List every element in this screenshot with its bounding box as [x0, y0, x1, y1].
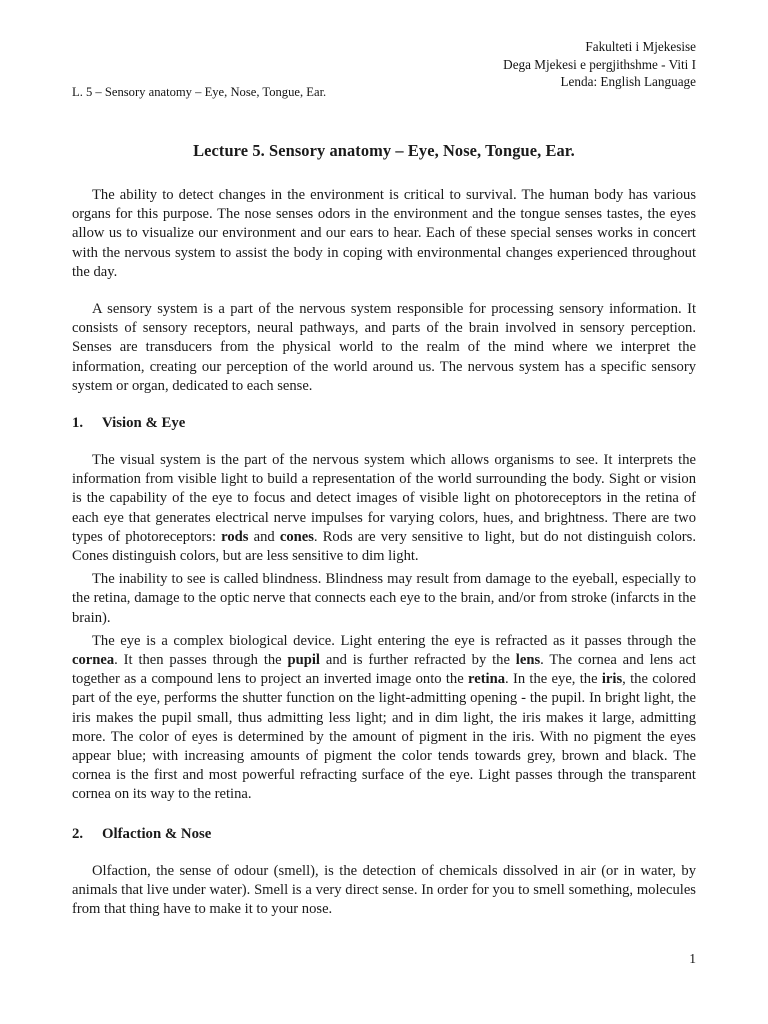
section-heading-olfaction	[72, 825, 696, 844]
term-rods: rods	[221, 528, 249, 545]
paragraph-vision-1	[72, 451, 696, 566]
vision-1-text-b: . Rods are very sensitive to light, but do not distinguish colors. Cones distinguish colors, but are less sensitive to dim light.	[72, 528, 696, 565]
section-number: 2.	[72, 825, 84, 842]
section-label: Vision & Eye	[102, 415, 186, 432]
vision-3-text-b: . It then passes through the	[114, 652, 288, 669]
document-body	[72, 140, 696, 919]
term-pupil: pupil	[287, 652, 320, 669]
paragraph-vision-3	[72, 632, 696, 805]
paragraph-intro-2: A sensory system is a part of the nervous system responsible for processing sensory information. It consists of sensory receptors, neural pathways, and parts of the brain involved in sensory perception. Senses are transducers from the physical world to the realm of the mind where we interpret the information, creating our perception of the world around us. The nervous system has a specific sensory system or organ, dedicated to each sense.	[72, 301, 696, 394]
term-retina: retina	[468, 671, 506, 688]
page-title: Lecture 5. Sensory anatomy – Eye, Nose, Tongue, Ear.	[193, 141, 575, 160]
paragraph-olfaction-1: Olfaction, the sense of odour (smell), is the detection of chemicals dissolved in air (or in water, by animals that live under water). Smell is a very direct sense. In order for you to smell something, molecules from that thing have to make it to your nose.	[72, 862, 696, 918]
vision-3-text-d: . The cornea and lens act together as a compound lens to project an inverted image onto the	[72, 652, 696, 688]
vision-3-text-e: . In the eye, the	[505, 671, 602, 688]
header-line-subject: Lenda: English Language	[560, 74, 696, 89]
section-label: Olfaction & Nose	[102, 825, 212, 842]
vision-1-conjunction: and	[248, 528, 280, 545]
running-head: L. 5 – Sensory anatomy – Eye, Nose, Tongue, Ear.	[72, 85, 327, 99]
section-heading-vision	[72, 414, 696, 433]
paragraph-intro-1: The ability to detect changes in the environment is critical to survival. The human body has various organs for this purpose. The nose senses odors in the environment and the tongue senses tastes, the eyes allow us to visualize our environment and our ears to hear. Each of these special senses works in concert with the nervous system to assist the body in coping with environmental changes experienced throughout the day.	[72, 187, 696, 280]
vision-1-text-a: The visual system is the part of the nervous system which allows organisms to see. It interprets the information from visible light to build a representation of the world surrounding the body. Sight or vision is the capability of the eye to focus and detect images of visible light on photoreceptors in the retina of each eye that generates electrical nerve impulses for varying colors, hues, and brightness. There are two types of photoreceptors:	[72, 452, 696, 545]
document-header	[503, 38, 696, 91]
vision-3-text-a: The eye is a complex biological device. Light entering the eye is refracted as it passes through the	[92, 632, 696, 649]
term-cones: cones	[279, 528, 314, 545]
vision-3-text-c: and is further refracted by the	[320, 652, 516, 669]
vision-3-text-f: , the colored part of the eye, performs the shutter function on the light-admitting opening - the pupil. In bright light, the iris makes the pupil small, thus admitting less light; and in dim light, the iris makes it large, admitting more. The color of eyes is determined by the amount of pigment in the iris. With no pigment the eyes appear blue; with increasing amounts of pigment the color tends towards grey, brown and black. The cornea is the first and most powerful refracting surface of the eye. Light passes through the transparent cornea on its way to the retina.	[72, 671, 696, 803]
term-iris: iris	[601, 671, 623, 688]
section-number: 1.	[72, 415, 84, 432]
header-line-faculty: Fakulteti i Mjekesise	[585, 39, 696, 54]
term-cornea: cornea	[72, 652, 115, 669]
page-number: 1	[689, 951, 696, 966]
header-line-branch: Dega Mjekesi e pergjithshme - Viti I	[503, 56, 696, 72]
term-lens: lens	[515, 652, 541, 669]
paragraph-vision-2: The inability to see is called blindness. Blindness may result from damage to the eyeball, especially to the retina, damage to the optic nerve that connects each eye to the brain, and/or from stroke (infarcts in the brain).	[72, 571, 696, 626]
